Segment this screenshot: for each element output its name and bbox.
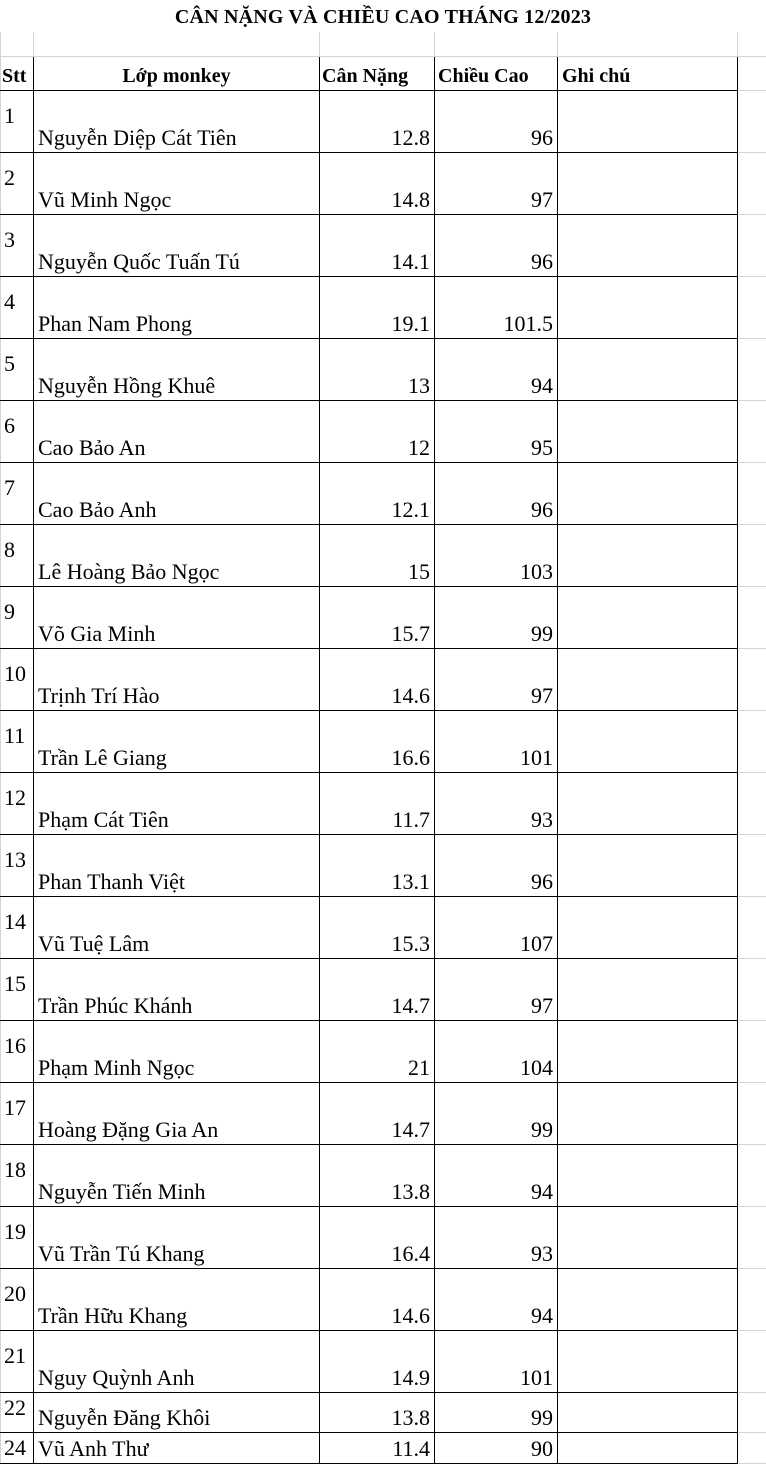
header-name[interactable]: Lớp monkey [34,57,320,91]
weight-cell[interactable]: 13.1 [320,835,435,897]
stt-cell[interactable]: 5 [1,339,34,401]
table-row [1,959,766,1021]
table-row [1,463,766,525]
stt-cell[interactable]: 1 [1,91,34,153]
note-cell[interactable] [558,215,738,277]
note-cell[interactable] [558,277,738,339]
height-cell[interactable]: 99 [435,587,558,649]
height-cell[interactable]: 96 [435,463,558,525]
weight-cell[interactable]: 13 [320,339,435,401]
name-cell[interactable]: Phan Nam Phong [34,277,320,339]
stt-cell[interactable]: 11 [1,711,34,773]
cell[interactable] [738,401,766,463]
note-cell[interactable] [558,1433,738,1464]
height-cell[interactable]: 104 [435,1021,558,1083]
stt-cell[interactable]: 3 [1,215,34,277]
height-cell[interactable]: 95 [435,401,558,463]
stt-cell[interactable]: 8 [1,525,34,587]
name-cell[interactable]: Hoàng Đặng Gia An [34,1083,320,1145]
note-cell[interactable] [558,587,738,649]
cell[interactable] [738,1269,766,1331]
name-cell[interactable]: Vũ Minh Ngọc [34,153,320,215]
height-cell[interactable]: 90 [435,1433,558,1464]
weight-cell[interactable]: 14.8 [320,153,435,215]
height-cell[interactable]: 101.5 [435,277,558,339]
note-cell[interactable] [558,1145,738,1207]
table-row [1,401,766,463]
name-cell[interactable]: Trần Phúc Khánh [34,959,320,1021]
name-cell[interactable]: Phạm Cát Tiên [34,773,320,835]
cell[interactable] [738,153,766,215]
cell[interactable] [738,91,766,153]
weight-cell[interactable]: 19.1 [320,277,435,339]
cell[interactable] [738,711,766,773]
weight-cell[interactable]: 14.7 [320,959,435,1021]
cell[interactable] [738,215,766,277]
note-cell[interactable] [558,1083,738,1145]
header-height[interactable]: Chiều Cao [435,57,558,91]
name-cell[interactable]: Nguyễn Đăng Khôi [34,1393,320,1433]
weight-cell[interactable]: 14.1 [320,215,435,277]
cell[interactable] [738,1331,766,1393]
cell[interactable] [738,1207,766,1269]
height-cell[interactable]: 96 [435,91,558,153]
height-cell[interactable]: 94 [435,1145,558,1207]
stt-cell[interactable]: 2 [1,153,34,215]
stt-cell[interactable]: 9 [1,587,34,649]
cell[interactable] [738,277,766,339]
note-cell[interactable] [558,339,738,401]
weight-cell[interactable]: 12 [320,401,435,463]
note-cell[interactable] [558,711,738,773]
name-cell[interactable]: Trần Hữu Khang [34,1269,320,1331]
height-cell[interactable]: 97 [435,959,558,1021]
weight-cell[interactable]: 14.9 [320,1331,435,1393]
weight-cell[interactable]: 14.6 [320,649,435,711]
weight-cell[interactable]: 12.1 [320,463,435,525]
weight-cell[interactable]: 12.8 [320,91,435,153]
weight-cell[interactable]: 16.6 [320,711,435,773]
cell[interactable] [738,1021,766,1083]
note-cell[interactable] [558,773,738,835]
note-cell[interactable] [558,1331,738,1393]
table-row [1,835,766,897]
name-cell[interactable]: Vũ Tuệ Lâm [34,897,320,959]
header-stt[interactable]: Stt [1,57,34,91]
height-cell[interactable]: 97 [435,649,558,711]
stt-cell[interactable]: 24 [1,1433,34,1464]
header-row [1,57,766,91]
table-row [1,1331,766,1393]
name-cell[interactable]: Trần Lê Giang [34,711,320,773]
weight-cell[interactable]: 11.7 [320,773,435,835]
note-cell[interactable] [558,1021,738,1083]
note-cell[interactable] [558,525,738,587]
weight-cell[interactable]: 16.4 [320,1207,435,1269]
cell[interactable] [435,32,558,57]
table-row [1,587,766,649]
table-row [1,1083,766,1145]
height-cell[interactable]: 103 [435,525,558,587]
name-cell[interactable]: Cao Bảo An [34,401,320,463]
stt-cell[interactable]: 4 [1,277,34,339]
cell[interactable] [738,32,766,57]
name-cell[interactable]: Lê Hoàng Bảo Ngọc [34,525,320,587]
note-cell[interactable] [558,649,738,711]
cell[interactable] [738,835,766,897]
height-cell[interactable]: 99 [435,1083,558,1145]
header-note[interactable]: Ghi chú [558,57,738,91]
stt-cell[interactable]: 21 [1,1331,34,1393]
table-row [1,1433,766,1464]
weight-cell[interactable]: 15.3 [320,897,435,959]
table-row [1,1021,766,1083]
stt-cell[interactable]: 15 [1,959,34,1021]
height-cell[interactable]: 99 [435,1393,558,1433]
table-body [1,32,766,1464]
weight-cell[interactable]: 15 [320,525,435,587]
table-row [1,215,766,277]
table-row [1,153,766,215]
table-row [1,711,766,773]
cell[interactable] [738,959,766,1021]
cell[interactable] [738,1145,766,1207]
weight-cell[interactable]: 15.7 [320,587,435,649]
name-cell[interactable]: Vũ Anh Thư [34,1433,320,1464]
note-cell[interactable] [558,959,738,1021]
cell[interactable] [738,57,766,91]
weight-cell[interactable]: 14.6 [320,1269,435,1331]
spreadsheet-table [0,32,766,1464]
table-row [1,339,766,401]
height-cell[interactable]: 93 [435,773,558,835]
weight-cell[interactable]: 13.8 [320,1393,435,1433]
stt-cell[interactable]: 12 [1,773,34,835]
note-cell[interactable] [558,1207,738,1269]
table-row [1,897,766,959]
name-cell[interactable]: Nguy Quỳnh Anh [34,1331,320,1393]
stt-cell[interactable]: 7 [1,463,34,525]
weight-cell[interactable]: 21 [320,1021,435,1083]
name-cell[interactable]: Nguyễn Hồng Khuê [34,339,320,401]
note-cell[interactable] [558,897,738,959]
stt-cell[interactable]: 22 [1,1393,34,1433]
height-cell[interactable]: 107 [435,897,558,959]
weight-cell[interactable]: 14.7 [320,1083,435,1145]
note-cell[interactable] [558,401,738,463]
stt-cell[interactable]: 13 [1,835,34,897]
height-cell[interactable]: 94 [435,1269,558,1331]
sheet-title: CÂN NẶNG VÀ CHIỀU CAO THÁNG 12/2023 [0,0,766,32]
cell[interactable] [34,32,320,57]
name-cell[interactable]: Võ Gia Minh [34,587,320,649]
height-cell[interactable]: 96 [435,835,558,897]
cell[interactable] [738,897,766,959]
cell[interactable] [738,773,766,835]
table-row [1,1145,766,1207]
note-cell[interactable] [558,1393,738,1433]
table-row [1,277,766,339]
stt-cell[interactable]: 14 [1,897,34,959]
name-cell[interactable]: Nguyễn Diệp Cát Tiên [34,91,320,153]
name-cell[interactable]: Nguyễn Quốc Tuấn Tú [34,215,320,277]
name-cell[interactable]: Trịnh Trí Hào [34,649,320,711]
height-cell[interactable]: 101 [435,711,558,773]
stt-cell[interactable]: 17 [1,1083,34,1145]
table-row [1,773,766,835]
height-cell[interactable]: 96 [435,215,558,277]
note-cell[interactable] [558,1269,738,1331]
cell[interactable] [738,463,766,525]
note-cell[interactable] [558,153,738,215]
cell[interactable] [738,1433,766,1464]
cell[interactable] [558,32,738,57]
table-row [1,525,766,587]
stt-cell[interactable]: 10 [1,649,34,711]
stt-cell[interactable]: 18 [1,1145,34,1207]
height-cell[interactable]: 94 [435,339,558,401]
stt-cell[interactable]: 6 [1,401,34,463]
cell[interactable] [738,1083,766,1145]
blank-row [1,32,766,57]
cell[interactable] [1,32,34,57]
cell[interactable] [738,587,766,649]
table-row [1,91,766,153]
cell[interactable] [320,32,435,57]
cell[interactable] [738,649,766,711]
table-row [1,649,766,711]
height-cell[interactable]: 93 [435,1207,558,1269]
stt-cell[interactable]: 16 [1,1021,34,1083]
height-cell[interactable]: 101 [435,1331,558,1393]
name-cell[interactable]: Cao Bảo Anh [34,463,320,525]
weight-cell[interactable]: 13.8 [320,1145,435,1207]
height-cell[interactable]: 97 [435,153,558,215]
header-weight[interactable]: Cân Nặng [320,57,435,91]
name-cell[interactable]: Phạm Minh Ngọc [34,1021,320,1083]
table-row [1,1269,766,1331]
note-cell[interactable] [558,463,738,525]
name-cell[interactable]: Phan Thanh Việt [34,835,320,897]
stt-cell[interactable]: 19 [1,1207,34,1269]
cell[interactable] [738,525,766,587]
name-cell[interactable]: Nguyễn Tiến Minh [34,1145,320,1207]
note-cell[interactable] [558,835,738,897]
cell[interactable] [738,339,766,401]
cell[interactable] [738,1393,766,1433]
stt-cell[interactable]: 20 [1,1269,34,1331]
table-row [1,1207,766,1269]
weight-cell[interactable]: 11.4 [320,1433,435,1464]
note-cell[interactable] [558,91,738,153]
name-cell[interactable]: Vũ Trần Tú Khang [34,1207,320,1269]
table-row [1,1393,766,1433]
